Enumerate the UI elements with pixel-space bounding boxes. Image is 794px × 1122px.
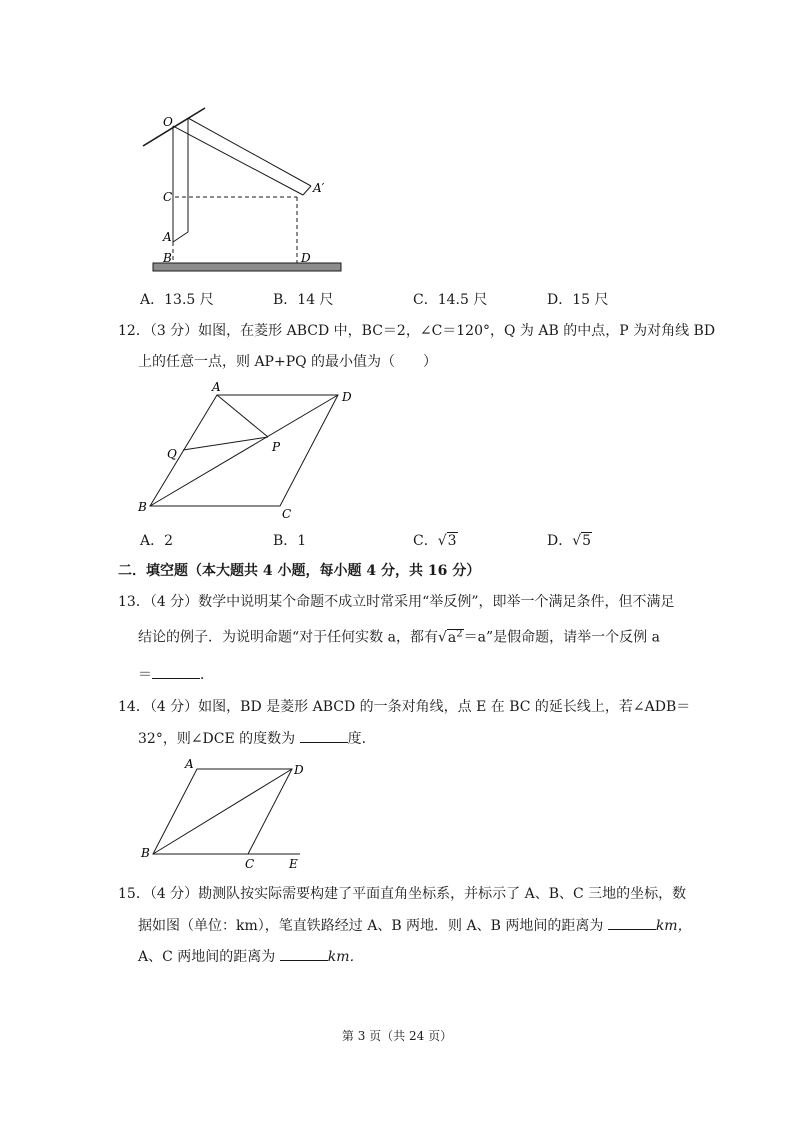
figure-q12	[130, 378, 370, 523]
figure-q14	[135, 755, 315, 873]
rope-bottom	[173, 232, 188, 242]
label-C: C	[282, 507, 292, 521]
sqrt-symbol: √5	[572, 533, 592, 549]
q12-line2: 上的任意一点，则 AP+PQ 的最小值为（ ）	[138, 354, 438, 370]
label-A-prime: A′	[313, 181, 325, 195]
label-A: A	[185, 757, 194, 771]
label-D: D	[342, 390, 352, 404]
sqrt-symbol: √3	[437, 533, 457, 549]
q14-line2: 32°，则∠DCE 的度数为 度．	[138, 728, 376, 749]
q11-option-c[interactable]: C．14.5 尺	[413, 292, 488, 308]
rope-slant-end	[303, 186, 311, 195]
label-C: C	[163, 190, 173, 204]
q15-line3: A、C 两地间的距离为 km．	[138, 946, 364, 967]
q11-option-a[interactable]: A．13.5 尺	[140, 292, 214, 308]
q11-option-d[interactable]: D．15 尺	[547, 292, 609, 308]
answer-blank[interactable]	[300, 728, 348, 743]
q14-line1: 14．（4 分）如图，BD 是菱形 ABCD 的一条对角线，点 E 在 BC 的延长线上，若∠ADB＝	[118, 699, 691, 715]
q15-line1: 15．（4 分）勘测队按实际需要构建了平面直角坐标系，并标示了 A、B、C 三地的坐标，数	[118, 886, 687, 902]
label-A: A	[212, 380, 221, 394]
sqrt-expression: $√a^2$	[437, 628, 463, 646]
label-C: C	[245, 857, 255, 871]
q12-option-d[interactable]: D．√5	[547, 533, 592, 549]
label-O: O	[163, 115, 173, 129]
ground	[153, 263, 341, 271]
q13-line2: 结论的例子．为说明命题“对于任何实数 a，都有$√a^2=a$”是假命题，请举一个反例 a	[138, 624, 660, 648]
q13-line1: 13．（4 分）数学中说明某个命题不成立时常采用“举反例”，即举一个满足条件，但不满足	[118, 594, 675, 610]
label-A: A	[163, 230, 172, 244]
label-E: E	[289, 857, 298, 871]
q15-line2: 据如图（单位：km），笔直铁路经过 A、B 两地．则 A、B 两地间的距离为 km，	[138, 915, 692, 936]
q12-option-c[interactable]: C．√3	[413, 533, 457, 549]
segment-ap	[217, 395, 268, 437]
q13-line3: ＝ ．	[138, 664, 214, 685]
figure-q11	[135, 100, 350, 280]
label-P: P	[272, 440, 281, 454]
answer-blank[interactable]	[608, 915, 656, 930]
label-B: B	[141, 846, 150, 860]
label-D: D	[294, 763, 304, 777]
section-heading: 二．填空题（本大题共 4 小题，每小题 4 分，共 16 分）	[118, 563, 481, 579]
diagonal-bd	[150, 395, 338, 506]
label-D: D	[301, 251, 311, 265]
page-footer: 第 3 页（共 24 页）	[341, 1029, 453, 1043]
diagonal-bd	[153, 769, 292, 854]
label-B: B	[163, 251, 172, 265]
rope-slant-2	[188, 118, 311, 186]
label-B: B	[138, 500, 147, 514]
q12-option-b[interactable]: B．1	[273, 533, 307, 549]
answer-blank[interactable]	[280, 946, 328, 961]
q12-line1: 12．（3 分）如图，在菱形 ABCD 中，BC＝2，∠C＝120°，Q 为 AB 的中点，P 为对角线 BD	[118, 323, 716, 339]
rope-slant-1	[173, 126, 303, 195]
q11-option-b[interactable]: B．14 尺	[273, 292, 334, 308]
q12-option-a[interactable]: A．2	[140, 533, 174, 549]
answer-blank[interactable]	[152, 664, 200, 679]
label-Q: Q	[167, 447, 177, 461]
